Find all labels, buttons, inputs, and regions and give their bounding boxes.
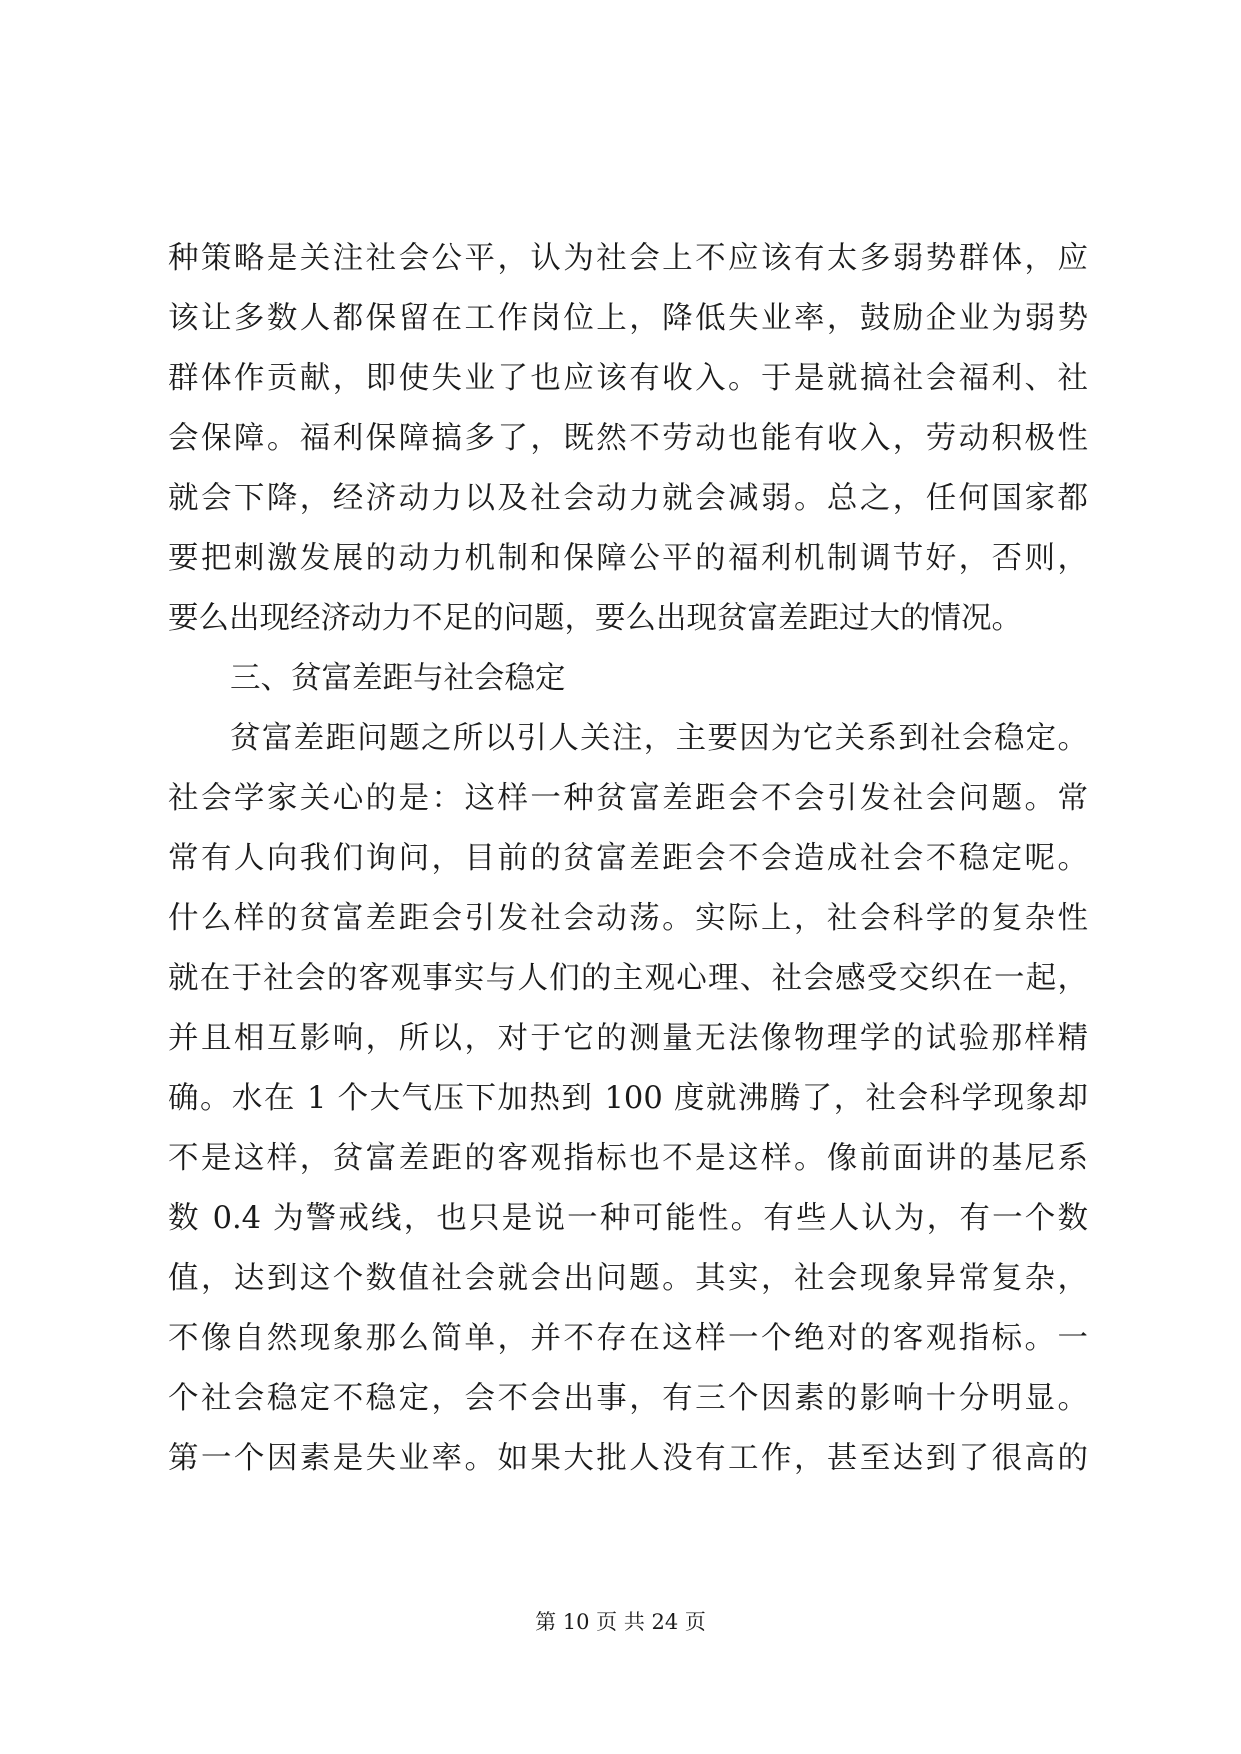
paragraph-line: 社会学家关心的是：这样一种贫富差距会不会引发社会问题。常 [168, 781, 1088, 816]
paragraph-line: 会保障。福利保障搞多了，既然不劳动也能有收入，劳动积极性 [168, 421, 1088, 456]
paragraph-line: 第一个因素是失业率。如果大批人没有工作，甚至达到了很高的 [168, 1441, 1088, 1476]
section-heading: 三、贫富差距与社会稳定 [230, 661, 566, 696]
paragraph-line: 贫富差距问题之所以引人关注，主要因为它关系到社会稳定。 [230, 721, 1088, 756]
paragraph-line: 并且相互影响，所以，对于它的测量无法像物理学的试验那样精 [168, 1021, 1088, 1056]
paragraph-line: 群体作贡献，即使失业了也应该有收入。于是就搞社会福利、社 [168, 361, 1088, 396]
paragraph-line: 该让多数人都保留在工作岗位上，降低失业率，鼓励企业为弱势 [168, 301, 1088, 336]
paragraph-line: 就在于社会的客观事实与人们的主观心理、社会感受交织在一起， [168, 961, 1088, 996]
paragraph-line: 种策略是关注社会公平，认为社会上不应该有太多弱势群体，应 [168, 241, 1088, 276]
paragraph-line: 不是这样，贫富差距的客观指标也不是这样。像前面讲的基尼系 [168, 1141, 1088, 1176]
paragraph-line: 确。水在 1 个大气压下加热到 100 度就沸腾了，社会科学现象却 [168, 1081, 1088, 1116]
paragraph-line: 个社会稳定不稳定，会不会出事，有三个因素的影响十分明显。 [168, 1381, 1088, 1416]
paragraph-line: 要么出现经济动力不足的问题，要么出现贫富差距过大的情况。 [168, 601, 1022, 636]
paragraph-line: 数 0.4 为警戒线，也只是说一种可能性。有些人认为，有一个数 [168, 1201, 1088, 1236]
page-number-label: 第 10 页 共 24 页 [535, 1610, 706, 1634]
paragraph-line: 什么样的贫富差距会引发社会动荡。实际上，社会科学的复杂性 [168, 901, 1088, 936]
paragraph-line: 要把刺激发展的动力机制和保障公平的福利机制调节好，否则， [168, 541, 1088, 576]
paragraph-line: 常有人向我们询问，目前的贫富差距会不会造成社会不稳定呢。 [168, 841, 1088, 876]
page-footer [0, 1607, 1241, 1637]
paragraph-line: 值，达到这个数值社会就会出问题。其实，社会现象异常复杂， [168, 1261, 1088, 1296]
body-text [168, 229, 1088, 1489]
paragraph-line: 就会下降，经济动力以及社会动力就会减弱。总之，任何国家都 [168, 481, 1088, 516]
paragraph-line: 不像自然现象那么简单，并不存在这样一个绝对的客观指标。一 [168, 1321, 1088, 1356]
